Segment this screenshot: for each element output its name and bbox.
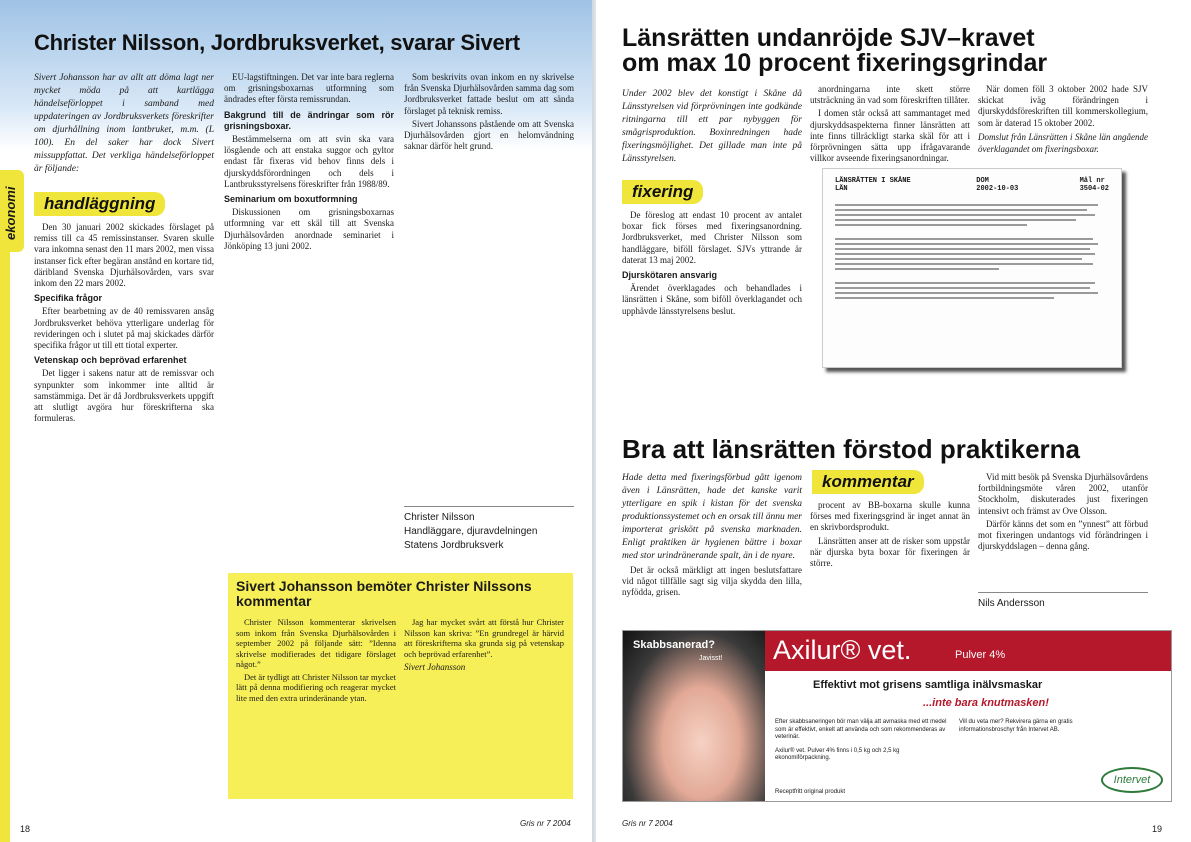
- section-tab-label: ekonomi: [3, 186, 18, 240]
- ad-product-form: Pulver 4%: [955, 649, 1006, 661]
- page-number-left: 18: [20, 824, 31, 834]
- document-caption: Domslut från Länsrätten i Skåne län angående överklagandet om fixeringsboxar.: [978, 131, 1148, 154]
- subheading: Vetenskap och beprövad erfarenhet: [34, 355, 187, 366]
- right-column-2: [810, 84, 970, 166]
- paragraph: När domen föll 3 oktober 2002 hade SJV skickat iväg förändringen i djurskyddsföreskriften till kommerskollegium, som är daterad 15 oktober 2002.: [978, 84, 1148, 128]
- court-document-text: [823, 193, 1121, 310]
- ad-text-2: Axilur® vet. Pulver 4% finns i 0,5 kg och 2,5 kg ekonomiförpackning.: [775, 747, 900, 761]
- subheading: Djurskötaren ansvarig: [622, 270, 718, 281]
- ad-rx-note: Receptfritt original produkt: [775, 789, 846, 795]
- paragraph: procent av BB-boxarna skulle kunna förses med fixeringsgrind är inget annat än en skrivbordsprodukt.: [810, 500, 970, 533]
- right-column-3: [978, 84, 1148, 157]
- left-column-2: [224, 72, 394, 254]
- signature-name: Christer Nilsson: [404, 512, 475, 523]
- court-name: LÄNSRÄTTEN I SKÅNE LÄN: [835, 177, 911, 193]
- subheading: Bakgrund till de ändringar som rör grisningsboxar.: [224, 109, 394, 131]
- axilur-advertisement: [622, 630, 1172, 802]
- lead-paragraph: Under 2002 blev det konstigt i Skåne då Länsstyrelsen vid förprövningen inte godkände ritningarna till ett par nybyggen för smågrisproduktion. Boxinredningen hade fixeringsmöjlighet. Det gillade man inte på Länsstyrelsen.: [622, 89, 802, 164]
- label-handlaggning: handläggning: [34, 192, 165, 216]
- paragraph: Vid mitt besök på Svenska Djurhälsovårdens fortbildningsmöte våren 2002, utanför Stockholm, diskuterades just fixeringen intensivt och främst av Ove Olsson.: [978, 472, 1148, 516]
- page-number-right: 19: [1152, 824, 1163, 834]
- case-number-label: Mål nr: [1079, 177, 1105, 185]
- comment-signature-block: [978, 598, 1148, 612]
- reply-box: [228, 573, 573, 799]
- paragraph: Christer Nilsson kommenterar skrivelsen som inkom från Svenska Djurhälsovården i september 2002 på följande sätt: ”Idenna skrivelse modifierades det tidigare förslaget något.”: [236, 617, 396, 669]
- comment-signature-rule: [978, 592, 1148, 593]
- right-column-1-body: [622, 210, 802, 319]
- paragraph: anordningarna inte skett större utsträckning än vad som föreskriften tillåter.: [810, 84, 970, 106]
- subheading: Seminarium om boxutformning: [224, 194, 358, 205]
- paragraph: Det ligger i sakens natur att de remissvar och synpunkter som inkommer inte alltid är samstämmiga. Det är då Jordbruksverkets uppgift att slutligt avgöra hur föreskrifterna ska formuleras.: [34, 368, 214, 424]
- signature-block: [404, 512, 574, 554]
- paragraph: Därför känns det som en ”ynnest” att förbud mot fixeringen undantogs vid förändringen i djurskyddslagen – denna gång.: [978, 518, 1148, 552]
- label-fixering: fixering: [622, 180, 703, 204]
- paragraph: Jag har mycket svårt att förstå hur Christer Nilsson kan skriva: ”En grundregel är härvid att föreskrifterna ska grunda sig på vetenskap och beprövad erfarenhet”.: [404, 617, 564, 659]
- label-kommentar: kommentar: [812, 470, 924, 494]
- ad-info-text: Vill du veta mer? Rekvirera gärna en gratis informationsbroschyr från Intervet AB.: [959, 719, 1073, 733]
- court-document-image: [822, 168, 1122, 368]
- paragraph: Ärendet överklagades och behandlades i länsrätten i Skåne, som biföll överklagandet och upphävde länsstyrelsens beslut.: [622, 283, 802, 316]
- reply-box-title: Sivert Johansson bemöter Christer Nilssons kommentar: [236, 578, 532, 609]
- comment-title: Bra att länsrätten förstod praktikerna: [622, 434, 1081, 464]
- piglet-photo: [623, 631, 765, 802]
- ad-brand: Axilur® vet.: [773, 635, 912, 665]
- paragraph: Länsrätten anser att de risker som uppstår när djurska byta boxar för fixeringen är större.: [810, 535, 970, 569]
- paragraph: Det är tydligt att Christer Nilsson tar mycket lätt på denna modifiering och reagerar mycket lite med den extra urinderänande ytan.: [236, 671, 396, 703]
- ad-body-text: [775, 719, 950, 763]
- right-column-1: [622, 88, 802, 168]
- paragraph: Den 30 januari 2002 skickades förslaget på remiss till ca 45 remissinstanser. Svaren skulle vara inkomna senast den 11 mars 2002, men vissa instanser fick efter begäran anstånd en kortare tid, däribland Svenska Djurhälsovården, vars svar inkom den 22 mars 2002.: [34, 222, 214, 289]
- magazine-issue-right: Gris nr 7 2004: [622, 819, 673, 828]
- reply-box-signature: Sivert Johansson: [404, 662, 466, 672]
- court-document-header: [823, 169, 1121, 193]
- signature-role: Handläggare, djuravdelningen: [404, 526, 538, 537]
- paragraph: De föreslog att endast 10 procent av antalet boxar fick förses med fixeringsanordning. Jordbruksverket, med Christer Nilsson som handläggare, biföll förslaget. SJVs yttrande är daterat 13 maj 2002.: [622, 210, 802, 265]
- magazine-issue-left: Gris nr 7 2004: [520, 819, 571, 828]
- lead-paragraph: Sivert Johansson har av allt att döma lagt ner mycket möda på att kartlägga händelseförloppet i samband med uppdateringen av Jordbruksverkets föreskrifter om djurhållning inom lantbruket, m.m. (L 100). En del saker har dock Sivert missuppfattat. Det verkliga händelseförloppet är följande:: [34, 73, 214, 174]
- document-label: DOM: [976, 177, 989, 185]
- document-date: 2002-10-03: [976, 185, 1019, 193]
- left-column-1-body: [34, 222, 214, 426]
- ad-question: Skabbsanerad?: [633, 639, 715, 651]
- ad-tagline: Effektivt mot grisens samtliga inälvsmaskar: [813, 679, 1043, 691]
- reply-box-column-1: [236, 617, 396, 705]
- section-strip: [0, 252, 10, 842]
- signature-org: Statens Jordbruksverk: [404, 540, 504, 551]
- paragraph: Som beskrivits ovan inkom en ny skrivelse från Svenska Djurhälsovården samma dag som Jordbruksverket fattade beslut om att sända förslaget på teknisk remiss.: [404, 72, 574, 116]
- left-page-title: Christer Nilsson, Jordbruksverket, svarar Sivert: [34, 30, 520, 55]
- comment-signature: Nils Andersson: [978, 598, 1045, 609]
- left-column-3: [404, 72, 574, 154]
- paragraph: Det är också märkligt att ingen beslutsfattare vid något tillfälle sagt sig vilja skydda den lilla, nyfödda, grisen.: [622, 565, 802, 598]
- section-tab: [0, 170, 24, 252]
- intervet-logo: Intervet: [1101, 767, 1163, 793]
- ad-header-band: [765, 631, 1172, 671]
- paragraph: Bestämmelserna om att svin ska vara lösgående och att enstaka suggor och gyltor endast får fixeras vid behov finns dels i djurskyddsförordningen och dels i Lantbruksstyrelsens föreskrifter från 1988/89.: [224, 134, 394, 189]
- subheading: Specifika frågor: [34, 293, 103, 304]
- right-page: [596, 0, 1191, 842]
- ad-answer: Javisst!: [699, 655, 723, 662]
- comment-column-1: [622, 472, 802, 601]
- reply-box-column-2: [404, 617, 564, 676]
- paragraph: I domen står också att sammantaget med djurskyddsaspekterna finner länsrätten att inte finns tillräckligt starka skäl för att i förprövningen sätta upp ifrågavarande villkor avseende fixeringsanordningar.: [810, 108, 970, 164]
- comment-column-2: [810, 500, 970, 571]
- comment-lead: Hade detta med fixeringsförbud gått igenom även i Länsrätten, hade det kanske varit ytterligare en spik i kistan för det svenska produktionssystemet och en orsak till ännu mer importerat griskött på svenska marknaden. Enligt praktiken är hygienen bättre i boxar med stor urindränerande spalt, än i de nyare.: [622, 473, 802, 561]
- right-page-title: Länsrätten undanröjde SJV–kravet om max 10 procent fixeringsgrindar: [622, 24, 1048, 77]
- case-number: 3504-02: [1079, 185, 1109, 193]
- signature-rule: [404, 506, 574, 507]
- paragraph: Sivert Johanssons påstående om att Svenska Djurhälsovården gjort en helomvändning saknar därför helt grund.: [404, 118, 574, 152]
- ad-tagline-2: ...inte bara knutmasken!: [923, 697, 1049, 709]
- paragraph: Efter bearbetning av de 40 remissvaren ansåg Jordbruksverket behöva ytterligare underlag för revideringen och i slutet på maj skickades därför specifika frågor ut till ett tiotal experter.: [34, 306, 214, 351]
- comment-column-3: [978, 472, 1148, 554]
- paragraph: Diskussionen om grisningsboxarnas utformning var ett skäl till att Svenska Djurhälsovården anordnade seminariet i Jönköping 13 juni 2002.: [224, 207, 394, 251]
- ad-text-1: Efter skabbsaneringen bör man välja att avmaska med ett medel som är effektivt, enkelt att använda och som rekommenderas av veterinär.: [775, 719, 947, 740]
- left-column-1: [34, 72, 214, 178]
- paragraph: EU-lagstiftningen. Det var inte bara reglerna om grisningsboxarnas utformning som ändrades efter första remissrundan.: [224, 72, 394, 105]
